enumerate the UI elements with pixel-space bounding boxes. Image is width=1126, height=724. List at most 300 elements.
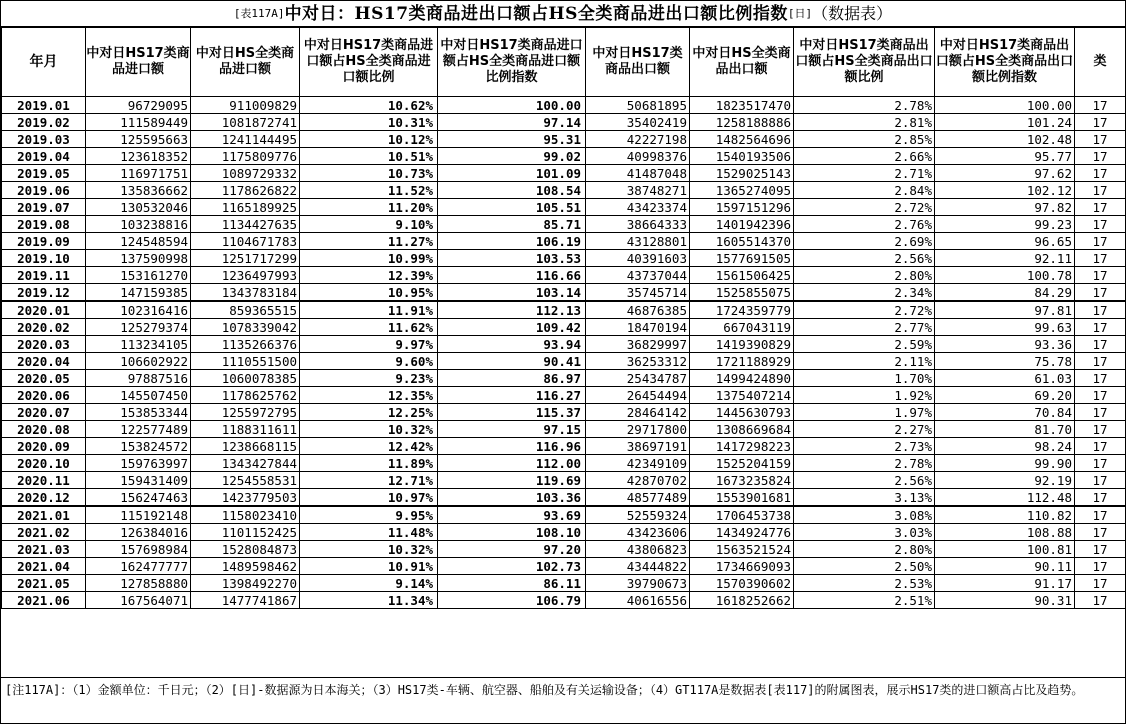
table-row [2, 506, 1126, 524]
cell-class: 17 [1075, 387, 1126, 404]
cell-class: 17 [1075, 182, 1126, 199]
cell-month: 2019.03 [2, 131, 86, 148]
table-row [2, 404, 1126, 421]
cell-total-import: 1241144495 [191, 131, 300, 148]
cell-hs17-export: 40998376 [586, 148, 690, 165]
table-row [2, 524, 1126, 541]
cell-export-ratio-index: 92.19 [935, 472, 1075, 489]
cell-export-ratio-index: 99.23 [935, 216, 1075, 233]
cell-total-import: 1101152425 [191, 524, 300, 541]
cell-import-ratio: 12.25% [300, 404, 438, 421]
cell-import-ratio: 9.60% [300, 353, 438, 370]
cell-total-export: 1525855075 [690, 284, 794, 302]
cell-total-import: 1104671783 [191, 233, 300, 250]
cell-hs17-export: 38697191 [586, 438, 690, 455]
cell-hs17-export: 43128801 [586, 233, 690, 250]
cell-export-ratio-index: 91.17 [935, 575, 1075, 592]
cell-export-ratio-index: 102.12 [935, 182, 1075, 199]
cell-total-import: 859365515 [191, 301, 300, 319]
table-row [2, 182, 1126, 199]
cell-class: 17 [1075, 472, 1126, 489]
cell-month: 2021.02 [2, 524, 86, 541]
cell-export-ratio: 2.81% [794, 114, 935, 131]
cell-import-ratio-index: 97.15 [438, 421, 586, 438]
cell-import-ratio: 11.34% [300, 592, 438, 609]
title-tag: [表117A] [233, 7, 285, 20]
cell-total-export: 1258188886 [690, 114, 794, 131]
cell-export-ratio: 1.92% [794, 387, 935, 404]
cell-import-ratio-index: 86.11 [438, 575, 586, 592]
cell-hs17-import: 102316416 [86, 301, 191, 319]
cell-export-ratio: 2.73% [794, 438, 935, 455]
cell-import-ratio: 11.52% [300, 182, 438, 199]
cell-import-ratio: 12.39% [300, 267, 438, 284]
cell-class: 17 [1075, 404, 1126, 421]
cell-class: 17 [1075, 114, 1126, 131]
cell-total-export: 1721188929 [690, 353, 794, 370]
cell-export-ratio: 3.08% [794, 506, 935, 524]
cell-import-ratio-index: 116.96 [438, 438, 586, 455]
cell-class: 17 [1075, 131, 1126, 148]
cell-total-export: 1724359779 [690, 301, 794, 319]
cell-hs17-export: 38664333 [586, 216, 690, 233]
cell-import-ratio-index: 90.41 [438, 353, 586, 370]
table-row [2, 199, 1126, 216]
cell-export-ratio: 2.56% [794, 472, 935, 489]
cell-class: 17 [1075, 506, 1126, 524]
cell-import-ratio-index: 97.14 [438, 114, 586, 131]
cell-hs17-export: 18470194 [586, 319, 690, 336]
cell-export-ratio: 2.59% [794, 336, 935, 353]
table-row [2, 455, 1126, 472]
cell-import-ratio-index: 109.42 [438, 319, 586, 336]
cell-hs17-export: 42870702 [586, 472, 690, 489]
cell-total-import: 1398492270 [191, 575, 300, 592]
cell-month: 2019.07 [2, 199, 86, 216]
cell-total-import: 1134427635 [191, 216, 300, 233]
cell-month: 2021.04 [2, 558, 86, 575]
cell-total-import: 1343783184 [191, 284, 300, 302]
cell-import-ratio-index: 103.36 [438, 489, 586, 507]
cell-class: 17 [1075, 301, 1126, 319]
cell-import-ratio: 10.62% [300, 97, 438, 114]
cell-import-ratio: 10.73% [300, 165, 438, 182]
cell-export-ratio: 2.34% [794, 284, 935, 302]
cell-month: 2021.05 [2, 575, 86, 592]
cell-hs17-import: 122577489 [86, 421, 191, 438]
cell-import-ratio: 10.51% [300, 148, 438, 165]
footnote: [注117A]：（1）金额单位：千日元；（2）[日]-数据源为日本海关；（3）HS17类-车辆、航空器、船舶及有关运输设备；（4）GT117A是数据表[表117]的附属图表，展示HS17类的进口额高占比及趋势。 [1, 677, 1125, 723]
cell-hs17-export: 48577489 [586, 489, 690, 507]
cell-import-ratio-index: 106.19 [438, 233, 586, 250]
cell-export-ratio-index: 96.65 [935, 233, 1075, 250]
cell-hs17-import: 103238816 [86, 216, 191, 233]
table-row [2, 541, 1126, 558]
cell-import-ratio-index: 119.69 [438, 472, 586, 489]
cell-total-export: 1570390602 [690, 575, 794, 592]
cell-total-import: 1178625762 [191, 387, 300, 404]
cell-import-ratio-index: 100.00 [438, 97, 586, 114]
cell-class: 17 [1075, 558, 1126, 575]
cell-hs17-export: 43423606 [586, 524, 690, 541]
table-row [2, 319, 1126, 336]
cell-import-ratio-index: 112.00 [438, 455, 586, 472]
cell-total-import: 1135266376 [191, 336, 300, 353]
cell-hs17-export: 39790673 [586, 575, 690, 592]
cell-total-export: 1823517470 [690, 97, 794, 114]
cell-import-ratio: 9.10% [300, 216, 438, 233]
cell-hs17-import: 111589449 [86, 114, 191, 131]
cell-month: 2019.08 [2, 216, 86, 233]
cell-total-import: 1165189925 [191, 199, 300, 216]
cell-hs17-import: 130532046 [86, 199, 191, 216]
cell-import-ratio: 12.35% [300, 387, 438, 404]
cell-hs17-export: 42349109 [586, 455, 690, 472]
cell-total-import: 1477741867 [191, 592, 300, 609]
cell-export-ratio-index: 97.62 [935, 165, 1075, 182]
cell-hs17-import: 135836662 [86, 182, 191, 199]
cell-total-import: 1158023410 [191, 506, 300, 524]
cell-hs17-import: 126384016 [86, 524, 191, 541]
cell-hs17-export: 42227198 [586, 131, 690, 148]
header-class: 类 [1075, 28, 1126, 97]
cell-import-ratio: 11.27% [300, 233, 438, 250]
cell-hs17-import: 97887516 [86, 370, 191, 387]
cell-month: 2019.05 [2, 165, 86, 182]
cell-export-ratio-index: 92.11 [935, 250, 1075, 267]
cell-month: 2019.09 [2, 233, 86, 250]
cell-class: 17 [1075, 336, 1126, 353]
cell-hs17-export: 35745714 [586, 284, 690, 302]
cell-import-ratio: 10.91% [300, 558, 438, 575]
table-row [2, 267, 1126, 284]
cell-hs17-import: 127858880 [86, 575, 191, 592]
cell-month: 2020.07 [2, 404, 86, 421]
cell-hs17-export: 25434787 [586, 370, 690, 387]
cell-export-ratio-index: 99.90 [935, 455, 1075, 472]
cell-total-import: 1178626822 [191, 182, 300, 199]
table-row [2, 489, 1126, 507]
table-row [2, 97, 1126, 114]
cell-export-ratio-index: 75.78 [935, 353, 1075, 370]
table-row [2, 301, 1126, 319]
cell-total-export: 1597151296 [690, 199, 794, 216]
cell-hs17-import: 145507450 [86, 387, 191, 404]
cell-hs17-export: 43423374 [586, 199, 690, 216]
cell-month: 2020.09 [2, 438, 86, 455]
cell-import-ratio: 12.71% [300, 472, 438, 489]
cell-class: 17 [1075, 165, 1126, 182]
cell-hs17-import: 137590998 [86, 250, 191, 267]
cell-export-ratio: 2.85% [794, 131, 935, 148]
header-total-export: 中对日HS全类商品出口额 [690, 28, 794, 97]
cell-export-ratio-index: 99.63 [935, 319, 1075, 336]
cell-export-ratio-index: 108.88 [935, 524, 1075, 541]
cell-export-ratio: 2.51% [794, 592, 935, 609]
cell-total-export: 1445630793 [690, 404, 794, 421]
cell-total-export: 1499424890 [690, 370, 794, 387]
cell-total-import: 911009829 [191, 97, 300, 114]
cell-hs17-import: 153824572 [86, 438, 191, 455]
cell-export-ratio-index: 100.78 [935, 267, 1075, 284]
cell-hs17-import: 116971751 [86, 165, 191, 182]
cell-month: 2020.08 [2, 421, 86, 438]
cell-total-import: 1423779503 [191, 489, 300, 507]
header-export-ratio-index: 中对日HS17类商品出口额占HS全类商品出口额比例指数 [935, 28, 1075, 97]
table-row [2, 284, 1126, 302]
cell-total-export: 1673235824 [690, 472, 794, 489]
cell-hs17-export: 35402419 [586, 114, 690, 131]
cell-total-import: 1078339042 [191, 319, 300, 336]
cell-import-ratio: 11.91% [300, 301, 438, 319]
cell-export-ratio-index: 81.70 [935, 421, 1075, 438]
cell-total-import: 1254558531 [191, 472, 300, 489]
cell-class: 17 [1075, 284, 1126, 302]
cell-import-ratio: 10.95% [300, 284, 438, 302]
cell-month: 2020.11 [2, 472, 86, 489]
cell-hs17-import: 167564071 [86, 592, 191, 609]
cell-export-ratio-index: 93.36 [935, 336, 1075, 353]
cell-month: 2019.10 [2, 250, 86, 267]
cell-import-ratio: 10.32% [300, 421, 438, 438]
cell-import-ratio: 11.20% [300, 199, 438, 216]
cell-total-import: 1238668115 [191, 438, 300, 455]
cell-class: 17 [1075, 524, 1126, 541]
cell-export-ratio-index: 97.81 [935, 301, 1075, 319]
cell-total-import: 1188311611 [191, 421, 300, 438]
cell-import-ratio-index: 101.09 [438, 165, 586, 182]
title-source: [日] [787, 7, 813, 20]
cell-hs17-import: 123618352 [86, 148, 191, 165]
cell-month: 2019.01 [2, 97, 86, 114]
cell-hs17-export: 36253312 [586, 353, 690, 370]
cell-export-ratio-index: 100.00 [935, 97, 1075, 114]
cell-hs17-import: 124548594 [86, 233, 191, 250]
cell-class: 17 [1075, 438, 1126, 455]
cell-export-ratio-index: 112.48 [935, 489, 1075, 507]
cell-import-ratio-index: 95.31 [438, 131, 586, 148]
cell-month: 2019.06 [2, 182, 86, 199]
cell-class: 17 [1075, 370, 1126, 387]
cell-total-import: 1489598462 [191, 558, 300, 575]
cell-import-ratio: 9.97% [300, 336, 438, 353]
cell-export-ratio: 2.77% [794, 319, 935, 336]
cell-total-export: 1375407214 [690, 387, 794, 404]
cell-hs17-export: 40616556 [586, 592, 690, 609]
cell-hs17-import: 153161270 [86, 267, 191, 284]
cell-import-ratio-index: 102.73 [438, 558, 586, 575]
cell-total-export: 1577691505 [690, 250, 794, 267]
cell-export-ratio: 2.76% [794, 216, 935, 233]
cell-month: 2020.04 [2, 353, 86, 370]
cell-import-ratio-index: 116.66 [438, 267, 586, 284]
cell-import-ratio: 12.42% [300, 438, 438, 455]
cell-import-ratio-index: 85.71 [438, 216, 586, 233]
cell-hs17-import: 113234105 [86, 336, 191, 353]
cell-import-ratio-index: 106.79 [438, 592, 586, 609]
cell-export-ratio-index: 101.24 [935, 114, 1075, 131]
cell-month: 2020.01 [2, 301, 86, 319]
cell-class: 17 [1075, 575, 1126, 592]
title-main: 中对日：HS17类商品进出口额占HS全类商品进出口额比例指数 [284, 4, 788, 24]
cell-hs17-import: 156247463 [86, 489, 191, 507]
cell-class: 17 [1075, 592, 1126, 609]
cell-month: 2020.05 [2, 370, 86, 387]
cell-import-ratio-index: 108.54 [438, 182, 586, 199]
cell-export-ratio: 2.66% [794, 148, 935, 165]
cell-import-ratio-index: 93.69 [438, 506, 586, 524]
table-row [2, 216, 1126, 233]
cell-export-ratio-index: 102.48 [935, 131, 1075, 148]
cell-class: 17 [1075, 319, 1126, 336]
cell-export-ratio-index: 90.11 [935, 558, 1075, 575]
cell-total-export: 1434924776 [690, 524, 794, 541]
cell-hs17-import: 106602922 [86, 353, 191, 370]
cell-total-export: 1561506425 [690, 267, 794, 284]
cell-class: 17 [1075, 97, 1126, 114]
cell-total-export: 667043119 [690, 319, 794, 336]
cell-hs17-export: 40391603 [586, 250, 690, 267]
cell-class: 17 [1075, 199, 1126, 216]
table-row [2, 353, 1126, 370]
cell-total-import: 1060078385 [191, 370, 300, 387]
cell-export-ratio-index: 97.82 [935, 199, 1075, 216]
cell-hs17-export: 43806823 [586, 541, 690, 558]
table-row [2, 421, 1126, 438]
cell-hs17-import: 115192148 [86, 506, 191, 524]
cell-class: 17 [1075, 541, 1126, 558]
cell-import-ratio: 10.32% [300, 541, 438, 558]
table-row [2, 472, 1126, 489]
cell-month: 2021.03 [2, 541, 86, 558]
cell-export-ratio: 2.69% [794, 233, 935, 250]
cell-class: 17 [1075, 353, 1126, 370]
cell-export-ratio: 2.11% [794, 353, 935, 370]
title-subtitle: （数据表） [812, 4, 893, 23]
cell-hs17-export: 41487048 [586, 165, 690, 182]
cell-export-ratio-index: 61.03 [935, 370, 1075, 387]
cell-month: 2020.10 [2, 455, 86, 472]
table-row [2, 387, 1126, 404]
cell-total-export: 1529025143 [690, 165, 794, 182]
cell-export-ratio-index: 70.84 [935, 404, 1075, 421]
cell-hs17-export: 29717800 [586, 421, 690, 438]
table-row [2, 233, 1126, 250]
cell-class: 17 [1075, 455, 1126, 472]
table-row [2, 148, 1126, 165]
cell-import-ratio: 9.95% [300, 506, 438, 524]
cell-import-ratio: 9.23% [300, 370, 438, 387]
cell-export-ratio: 2.53% [794, 575, 935, 592]
cell-total-import: 1528084873 [191, 541, 300, 558]
header-import-ratio: 中对日HS17类商品进口额占HS全类商品进口额比例 [300, 28, 438, 97]
page-title [1, 1, 1125, 27]
cell-export-ratio-index: 110.82 [935, 506, 1075, 524]
cell-import-ratio-index: 86.97 [438, 370, 586, 387]
cell-total-import: 1255972795 [191, 404, 300, 421]
table-row [2, 558, 1126, 575]
header-month: 年月 [2, 28, 86, 97]
cell-class: 17 [1075, 148, 1126, 165]
cell-total-import: 1251717299 [191, 250, 300, 267]
cell-total-import: 1343427844 [191, 455, 300, 472]
cell-export-ratio: 2.72% [794, 301, 935, 319]
header-import-ratio-index: 中对日HS17类商品进口额占HS全类商品进口额比例指数 [438, 28, 586, 97]
cell-export-ratio: 2.71% [794, 165, 935, 182]
cell-hs17-import: 159431409 [86, 472, 191, 489]
cell-import-ratio-index: 115.37 [438, 404, 586, 421]
header-hs17-export: 中对日HS17类商品出口额 [586, 28, 690, 97]
cell-total-export: 1419390829 [690, 336, 794, 353]
cell-hs17-import: 157698984 [86, 541, 191, 558]
header-total-import: 中对日HS全类商品进口额 [191, 28, 300, 97]
cell-export-ratio: 2.56% [794, 250, 935, 267]
cell-month: 2020.06 [2, 387, 86, 404]
cell-hs17-export: 28464142 [586, 404, 690, 421]
table-header-row [2, 28, 1126, 97]
cell-import-ratio-index: 93.94 [438, 336, 586, 353]
header-export-ratio: 中对日HS17类商品出口额占HS全类商品出口额比例 [794, 28, 935, 97]
cell-import-ratio: 10.12% [300, 131, 438, 148]
cell-class: 17 [1075, 489, 1126, 507]
cell-export-ratio-index: 100.81 [935, 541, 1075, 558]
cell-hs17-import: 159763997 [86, 455, 191, 472]
cell-total-import: 1081872741 [191, 114, 300, 131]
cell-export-ratio: 2.84% [794, 182, 935, 199]
cell-month: 2020.12 [2, 489, 86, 507]
cell-hs17-export: 36829997 [586, 336, 690, 353]
cell-month: 2019.12 [2, 284, 86, 302]
cell-hs17-export: 26454494 [586, 387, 690, 404]
cell-total-export: 1482564696 [690, 131, 794, 148]
cell-total-export: 1734669093 [690, 558, 794, 575]
cell-export-ratio: 3.13% [794, 489, 935, 507]
cell-import-ratio-index: 103.14 [438, 284, 586, 302]
cell-hs17-import: 125279374 [86, 319, 191, 336]
table-row [2, 131, 1126, 148]
cell-export-ratio: 2.80% [794, 267, 935, 284]
cell-class: 17 [1075, 421, 1126, 438]
cell-export-ratio-index: 98.24 [935, 438, 1075, 455]
cell-hs17-import: 147159385 [86, 284, 191, 302]
cell-export-ratio-index: 95.77 [935, 148, 1075, 165]
cell-total-export: 1563521524 [690, 541, 794, 558]
table-row [2, 370, 1126, 387]
cell-import-ratio-index: 105.51 [438, 199, 586, 216]
cell-import-ratio-index: 108.10 [438, 524, 586, 541]
cell-import-ratio-index: 97.20 [438, 541, 586, 558]
cell-export-ratio: 2.27% [794, 421, 935, 438]
cell-month: 2021.01 [2, 506, 86, 524]
table-row [2, 575, 1126, 592]
cell-hs17-export: 50681895 [586, 97, 690, 114]
cell-month: 2019.11 [2, 267, 86, 284]
cell-hs17-export: 43737044 [586, 267, 690, 284]
table-row [2, 250, 1126, 267]
cell-hs17-export: 38748271 [586, 182, 690, 199]
cell-month: 2020.02 [2, 319, 86, 336]
cell-export-ratio: 3.03% [794, 524, 935, 541]
table-row [2, 592, 1126, 609]
table-row [2, 114, 1126, 131]
cell-import-ratio: 10.31% [300, 114, 438, 131]
cell-total-export: 1553901681 [690, 489, 794, 507]
cell-total-import: 1089729332 [191, 165, 300, 182]
cell-import-ratio: 11.89% [300, 455, 438, 472]
cell-class: 17 [1075, 233, 1126, 250]
data-table [1, 27, 1126, 609]
cell-total-export: 1401942396 [690, 216, 794, 233]
